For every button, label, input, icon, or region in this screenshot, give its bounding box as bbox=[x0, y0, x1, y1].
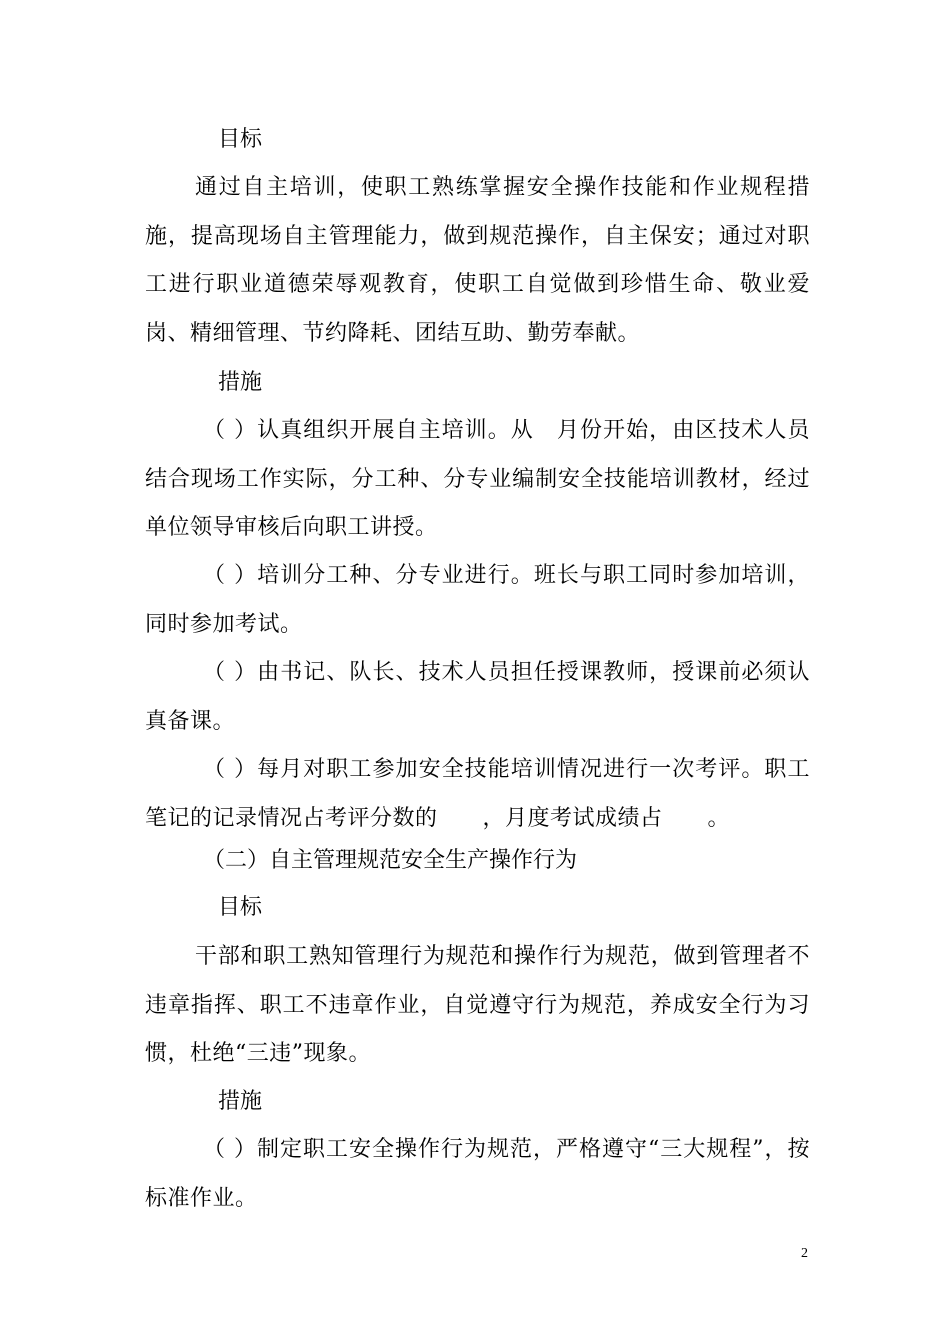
section-heading-2: （二）自主管理规范安全生产操作行为 bbox=[203, 848, 578, 873]
measure-item-2: （ ）培训分工种、分专业进行。班长与职工同时参加培训，同时参加考试。 bbox=[145, 563, 810, 637]
page-number: 2 bbox=[801, 1246, 808, 1261]
measure2-item-1: （ ）制定职工安全操作行为规范，严格遵守“三大规程”，按标准作业。 bbox=[145, 1137, 810, 1211]
goal-heading-1: 目标 bbox=[218, 127, 263, 152]
measure-item-1: （ ）认真组织开展自主培训。从 月份开始，由区技术人员结合现场工作实际，分工种、分专业编制安全技能培训教材，经过单位领导审核后向职工讲授。 bbox=[145, 418, 810, 540]
measures-heading-1: 措施 bbox=[218, 370, 263, 395]
goal-paragraph-2: 干部和职工熟知管理行为规范和操作行为规范，做到管理者不违章指挥、职工不违章作业，自觉遵守行为规范，养成安全行为习惯，杜绝“三违”现象。 bbox=[145, 944, 810, 1066]
goal-paragraph-1: 通过自主培训，使职工熟练掌握安全操作技能和作业规程措施，提高现场自主管理能力，做到规范操作，自主保安；通过对职工进行职业道德荣辱观教育，使职工自觉做到珍惜生命、敬业爱岗、精细管理、节约降耗、团结互助、勤劳奉献。 bbox=[145, 175, 810, 346]
measure-item-4: （ ）每月对职工参加安全技能培训情况进行一次考评。职工笔记的记录情况占考评分数的 ，月度考试成绩占 。 bbox=[145, 757, 810, 831]
measure-item-3: （ ）由书记、队长、技术人员担任授课教师，授课前必须认真备课。 bbox=[145, 660, 810, 734]
measures-heading-2: 措施 bbox=[218, 1089, 263, 1114]
goal-heading-2: 目标 bbox=[218, 895, 263, 920]
